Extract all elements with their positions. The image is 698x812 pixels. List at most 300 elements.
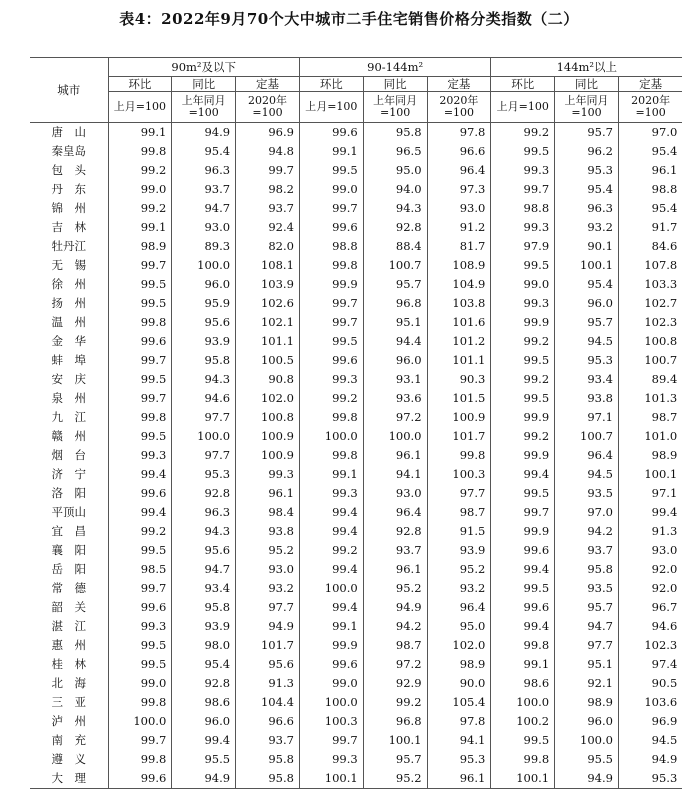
index-value: 94.5 <box>651 733 678 747</box>
index-value: 101.1 <box>236 332 300 351</box>
header-base: 2020年=100 <box>618 92 682 123</box>
index-value: 99.5 <box>491 389 555 408</box>
index-value: 94.1 <box>427 731 491 750</box>
index-value: 108.1 <box>236 256 300 275</box>
index-value: 99.3 <box>491 294 555 313</box>
index-value: 97.3 <box>427 180 491 199</box>
city-name: 丹 东 <box>30 180 108 199</box>
index-value: 98.6 <box>172 693 236 712</box>
index-value: 95.6 <box>172 541 236 560</box>
index-value: 99.0 <box>299 674 363 693</box>
index-value: 100.0 <box>172 427 236 446</box>
index-value: 99.3 <box>299 484 363 503</box>
index-value: 99.9 <box>299 636 363 655</box>
header-base: 上月=100 <box>491 92 555 123</box>
city-name: 九 江 <box>30 408 108 427</box>
index-value: 101.6 <box>427 313 491 332</box>
index-value: 104.9 <box>427 275 491 294</box>
index-value: 93.6 <box>363 389 427 408</box>
index-value: 95.2 <box>236 541 300 560</box>
index-value: 95.7 <box>363 750 427 769</box>
index-value: 99.6 <box>299 218 363 237</box>
index-value: 97.2 <box>363 655 427 674</box>
index-value: 99.5 <box>491 579 555 598</box>
index-value: 99.4 <box>299 503 363 522</box>
table-row <box>30 427 682 446</box>
index-value: 98.5 <box>108 560 172 579</box>
index-value: 98.8 <box>491 199 555 218</box>
index-value: 107.8 <box>644 258 678 272</box>
table-row <box>30 275 682 294</box>
index-value: 104.4 <box>236 693 300 712</box>
index-value: 99.0 <box>491 275 555 294</box>
header-metric: 环比 <box>108 77 172 92</box>
index-value: 94.5 <box>555 465 619 484</box>
index-value: 94.7 <box>555 617 619 636</box>
header-city: 城市 <box>30 58 108 123</box>
index-value: 96.2 <box>555 142 619 161</box>
index-value: 99.5 <box>299 161 363 180</box>
header-metric: 同比 <box>172 77 236 92</box>
index-value: 100.8 <box>644 334 678 348</box>
index-value: 99.1 <box>299 465 363 484</box>
index-value: 99.6 <box>108 769 172 789</box>
index-value: 95.7 <box>555 123 619 143</box>
index-value: 103.8 <box>427 294 491 313</box>
table-row <box>30 294 682 313</box>
index-value: 99.6 <box>299 123 363 143</box>
table-row <box>30 541 682 560</box>
index-value: 95.8 <box>363 123 427 143</box>
index-value: 95.2 <box>363 579 427 598</box>
index-value: 102.3 <box>644 315 678 329</box>
city-name: 襄 阳 <box>30 541 108 560</box>
index-value: 100.3 <box>299 712 363 731</box>
index-value: 95.2 <box>363 769 427 789</box>
index-value: 84.6 <box>651 239 678 253</box>
index-value: 96.3 <box>172 161 236 180</box>
city-name: 湛 江 <box>30 617 108 636</box>
index-value: 101.0 <box>644 429 678 443</box>
index-value: 93.8 <box>236 522 300 541</box>
index-value: 100.0 <box>363 427 427 446</box>
index-value: 99.6 <box>491 541 555 560</box>
index-value: 99.5 <box>108 294 172 313</box>
index-value: 99.8 <box>108 408 172 427</box>
index-value: 99.9 <box>491 408 555 427</box>
index-value: 100.0 <box>172 256 236 275</box>
index-value: 97.0 <box>651 125 678 139</box>
header-metric: 环比 <box>491 77 555 92</box>
index-value: 94.1 <box>363 465 427 484</box>
index-value: 95.7 <box>363 275 427 294</box>
index-value: 93.5 <box>555 579 619 598</box>
index-value: 93.7 <box>363 541 427 560</box>
index-value: 99.4 <box>172 731 236 750</box>
index-value: 98.7 <box>651 410 678 424</box>
index-value: 102.3 <box>644 638 678 652</box>
index-value: 99.5 <box>108 541 172 560</box>
index-value: 98.9 <box>555 693 619 712</box>
index-value: 96.9 <box>651 714 678 728</box>
index-value: 99.2 <box>491 370 555 389</box>
city-name: 岳 阳 <box>30 560 108 579</box>
index-value: 99.2 <box>491 123 555 143</box>
index-value: 99.4 <box>299 598 363 617</box>
city-name: 包 头 <box>30 161 108 180</box>
index-value: 96.0 <box>363 351 427 370</box>
index-value: 99.2 <box>108 199 172 218</box>
index-value: 97.1 <box>651 486 678 500</box>
city-name: 泉 州 <box>30 389 108 408</box>
index-value: 95.7 <box>555 598 619 617</box>
index-value: 93.9 <box>427 541 491 560</box>
index-value: 100.0 <box>299 427 363 446</box>
index-value: 100.1 <box>491 769 555 789</box>
index-value: 96.3 <box>555 199 619 218</box>
city-name: 大 理 <box>30 769 108 789</box>
index-value: 100.0 <box>555 731 619 750</box>
city-name: 扬 州 <box>30 294 108 313</box>
index-value: 92.1 <box>555 674 619 693</box>
index-value: 99.0 <box>108 180 172 199</box>
price-index-table <box>30 57 682 789</box>
index-value: 94.3 <box>172 370 236 389</box>
index-value: 93.7 <box>236 199 300 218</box>
header-base: 2020年=100 <box>427 92 491 123</box>
index-value: 100.2 <box>491 712 555 731</box>
index-value: 96.1 <box>651 163 678 177</box>
index-value: 92.0 <box>651 581 678 595</box>
index-value: 100.7 <box>363 256 427 275</box>
index-value: 95.3 <box>618 769 682 789</box>
index-value: 99.7 <box>108 579 172 598</box>
header-group-large: 144m²以上 <box>491 58 682 77</box>
index-value: 95.6 <box>236 655 300 674</box>
index-value: 99.2 <box>299 389 363 408</box>
index-value: 99.7 <box>491 180 555 199</box>
table-row <box>30 408 682 427</box>
index-value: 99.4 <box>491 465 555 484</box>
index-value: 98.4 <box>236 503 300 522</box>
index-value: 92.8 <box>172 484 236 503</box>
index-value: 97.2 <box>363 408 427 427</box>
index-value: 97.8 <box>427 712 491 731</box>
index-value: 99.6 <box>108 332 172 351</box>
index-value: 101.7 <box>427 427 491 446</box>
index-value: 99.7 <box>491 503 555 522</box>
index-value: 99.5 <box>108 427 172 446</box>
header-base: 上月=100 <box>299 92 363 123</box>
index-value: 97.7 <box>172 408 236 427</box>
table-row <box>30 598 682 617</box>
index-value: 99.3 <box>491 161 555 180</box>
index-value: 99.7 <box>108 731 172 750</box>
index-value: 99.4 <box>491 560 555 579</box>
index-value: 94.2 <box>363 617 427 636</box>
city-name: 三 亚 <box>30 693 108 712</box>
index-value: 94.9 <box>555 769 619 789</box>
table-row <box>30 370 682 389</box>
index-value: 95.8 <box>555 560 619 579</box>
index-value: 100.8 <box>236 408 300 427</box>
index-value: 102.7 <box>644 296 678 310</box>
index-value: 95.0 <box>363 161 427 180</box>
index-value: 93.4 <box>172 579 236 598</box>
index-value: 93.2 <box>427 579 491 598</box>
index-value: 99.4 <box>108 503 172 522</box>
index-value: 99.7 <box>108 351 172 370</box>
index-value: 99.5 <box>108 275 172 294</box>
index-value: 100.1 <box>363 731 427 750</box>
table-row <box>30 237 682 256</box>
index-value: 96.0 <box>172 275 236 294</box>
index-value: 94.9 <box>651 752 678 766</box>
header-base: 2020年=100 <box>236 92 300 123</box>
index-value: 95.8 <box>172 598 236 617</box>
index-value: 99.2 <box>108 522 172 541</box>
index-value: 96.8 <box>363 712 427 731</box>
index-value: 99.4 <box>651 505 678 519</box>
index-value: 97.9 <box>491 237 555 256</box>
index-value: 93.9 <box>172 617 236 636</box>
index-value: 101.2 <box>427 332 491 351</box>
index-value: 93.0 <box>236 560 300 579</box>
index-value: 97.4 <box>651 657 678 671</box>
index-value: 96.1 <box>363 446 427 465</box>
index-value: 90.5 <box>651 676 678 690</box>
index-value: 97.8 <box>427 123 491 143</box>
index-value: 99.6 <box>108 484 172 503</box>
index-value: 93.0 <box>651 543 678 557</box>
city-name: 唐 山 <box>30 123 108 143</box>
table-row <box>30 180 682 199</box>
city-name: 锦 州 <box>30 199 108 218</box>
index-value: 99.8 <box>108 693 172 712</box>
index-value: 95.4 <box>555 180 619 199</box>
index-value: 91.3 <box>651 524 678 538</box>
index-value: 97.0 <box>555 503 619 522</box>
index-value: 99.8 <box>108 313 172 332</box>
index-value: 99.9 <box>491 522 555 541</box>
index-value: 103.9 <box>236 275 300 294</box>
index-value: 93.2 <box>236 579 300 598</box>
index-value: 98.9 <box>651 448 678 462</box>
index-value: 99.5 <box>108 370 172 389</box>
header-base: 上年同月=100 <box>363 92 427 123</box>
index-value: 98.2 <box>236 180 300 199</box>
city-name: 济 宁 <box>30 465 108 484</box>
index-value: 99.8 <box>491 750 555 769</box>
index-value: 94.0 <box>363 180 427 199</box>
table-row <box>30 712 682 731</box>
index-value: 99.7 <box>299 313 363 332</box>
index-value: 96.8 <box>363 294 427 313</box>
index-value: 102.6 <box>236 294 300 313</box>
index-value: 99.1 <box>108 123 172 143</box>
index-value: 99.5 <box>108 636 172 655</box>
header-metric: 同比 <box>555 77 619 92</box>
index-value: 93.8 <box>555 389 619 408</box>
index-value: 96.4 <box>427 598 491 617</box>
index-value: 100.9 <box>427 408 491 427</box>
index-value: 100.9 <box>236 427 300 446</box>
index-value: 94.9 <box>363 598 427 617</box>
index-value: 101.5 <box>427 389 491 408</box>
index-value: 99.8 <box>299 408 363 427</box>
index-value: 94.9 <box>172 123 236 143</box>
table-row <box>30 199 682 218</box>
index-value: 95.3 <box>555 351 619 370</box>
table-row <box>30 389 682 408</box>
index-value: 95.4 <box>172 655 236 674</box>
header-group-medium: 90-144m² <box>299 58 490 77</box>
index-value: 100.1 <box>555 256 619 275</box>
index-value: 89.4 <box>651 372 678 386</box>
index-value: 100.0 <box>491 693 555 712</box>
index-value: 99.8 <box>491 636 555 655</box>
table-row <box>30 522 682 541</box>
index-value: 99.6 <box>299 655 363 674</box>
index-value: 94.3 <box>172 522 236 541</box>
index-value: 90.8 <box>236 370 300 389</box>
index-value: 96.7 <box>651 600 678 614</box>
city-name: 蚌 埠 <box>30 351 108 370</box>
index-value: 99.8 <box>299 446 363 465</box>
table-row <box>30 256 682 275</box>
table-row <box>30 332 682 351</box>
city-name: 无 锡 <box>30 256 108 275</box>
table-row <box>30 446 682 465</box>
index-value: 99.3 <box>299 750 363 769</box>
index-value: 99.8 <box>108 142 172 161</box>
index-value: 93.4 <box>555 370 619 389</box>
index-value: 93.7 <box>172 180 236 199</box>
index-value: 99.0 <box>108 674 172 693</box>
index-value: 99.8 <box>427 446 491 465</box>
index-value: 94.7 <box>172 199 236 218</box>
index-value: 95.3 <box>172 465 236 484</box>
index-value: 96.1 <box>427 769 491 789</box>
index-value: 99.2 <box>491 332 555 351</box>
index-value: 98.8 <box>651 182 678 196</box>
header-base: 上年同月=100 <box>172 92 236 123</box>
index-value: 96.3 <box>172 503 236 522</box>
index-value: 96.1 <box>363 560 427 579</box>
index-value: 98.9 <box>108 237 172 256</box>
index-value: 99.5 <box>491 142 555 161</box>
index-value: 100.7 <box>555 427 619 446</box>
index-value: 94.3 <box>363 199 427 218</box>
index-value: 99.3 <box>236 465 300 484</box>
table-row <box>30 617 682 636</box>
index-value: 96.4 <box>427 161 491 180</box>
index-value: 98.8 <box>299 237 363 256</box>
index-value: 97.7 <box>172 446 236 465</box>
index-value: 99.5 <box>491 256 555 275</box>
index-value: 92.4 <box>236 218 300 237</box>
index-value: 93.0 <box>427 199 491 218</box>
index-value: 100.1 <box>644 467 678 481</box>
index-value: 91.2 <box>427 218 491 237</box>
index-value: 99.7 <box>299 294 363 313</box>
table-row <box>30 579 682 598</box>
table-title: 表4：2022年9月70个大中城市二手住宅销售价格分类指数（二） <box>119 10 579 28</box>
index-value: 99.7 <box>299 199 363 218</box>
city-name: 秦皇岛 <box>30 142 108 161</box>
index-value: 99.0 <box>299 180 363 199</box>
table-row <box>30 769 682 789</box>
index-value: 93.2 <box>555 218 619 237</box>
index-value: 93.0 <box>172 218 236 237</box>
index-value: 95.4 <box>172 142 236 161</box>
index-value: 96.0 <box>555 712 619 731</box>
index-value: 99.1 <box>299 617 363 636</box>
index-value: 101.1 <box>427 351 491 370</box>
index-value: 100.0 <box>108 712 172 731</box>
index-value: 90.0 <box>427 674 491 693</box>
index-value: 100.0 <box>299 693 363 712</box>
header-metric: 定基 <box>427 77 491 92</box>
table-row <box>30 123 682 143</box>
index-value: 99.5 <box>108 655 172 674</box>
index-value: 92.0 <box>651 562 678 576</box>
index-value: 98.7 <box>427 503 491 522</box>
index-value: 96.6 <box>427 142 491 161</box>
index-value: 99.9 <box>299 275 363 294</box>
header-base: 上年同月=100 <box>555 92 619 123</box>
header-metric: 同比 <box>363 77 427 92</box>
index-value: 92.8 <box>363 522 427 541</box>
index-value: 99.4 <box>299 560 363 579</box>
index-value: 99.4 <box>299 522 363 541</box>
index-value: 98.6 <box>491 674 555 693</box>
index-value: 94.5 <box>555 332 619 351</box>
index-value: 81.7 <box>427 237 491 256</box>
table-row <box>30 142 682 161</box>
city-name: 温 州 <box>30 313 108 332</box>
index-value: 94.4 <box>363 332 427 351</box>
city-name: 北 海 <box>30 674 108 693</box>
index-value: 91.7 <box>651 220 678 234</box>
index-value: 96.4 <box>363 503 427 522</box>
index-value: 90.3 <box>427 370 491 389</box>
index-value: 82.0 <box>236 237 300 256</box>
index-value: 95.5 <box>172 750 236 769</box>
index-value: 94.2 <box>555 522 619 541</box>
index-value: 99.5 <box>491 731 555 750</box>
header-metric: 定基 <box>236 77 300 92</box>
header-group-small: 90m²及以下 <box>108 58 299 77</box>
city-name: 常 德 <box>30 579 108 598</box>
index-value: 93.1 <box>363 370 427 389</box>
index-value: 99.3 <box>108 446 172 465</box>
index-value: 95.4 <box>555 275 619 294</box>
city-name: 安 庆 <box>30 370 108 389</box>
index-value: 95.3 <box>555 161 619 180</box>
table-row <box>30 218 682 237</box>
index-value: 101.3 <box>644 391 678 405</box>
index-value: 96.1 <box>236 484 300 503</box>
city-name: 金 华 <box>30 332 108 351</box>
index-value: 95.4 <box>651 201 678 215</box>
index-value: 108.9 <box>427 256 491 275</box>
index-value: 99.1 <box>108 218 172 237</box>
index-value: 99.7 <box>299 731 363 750</box>
index-value: 94.7 <box>172 560 236 579</box>
index-value: 98.0 <box>172 636 236 655</box>
city-name: 牡丹江 <box>30 237 108 256</box>
